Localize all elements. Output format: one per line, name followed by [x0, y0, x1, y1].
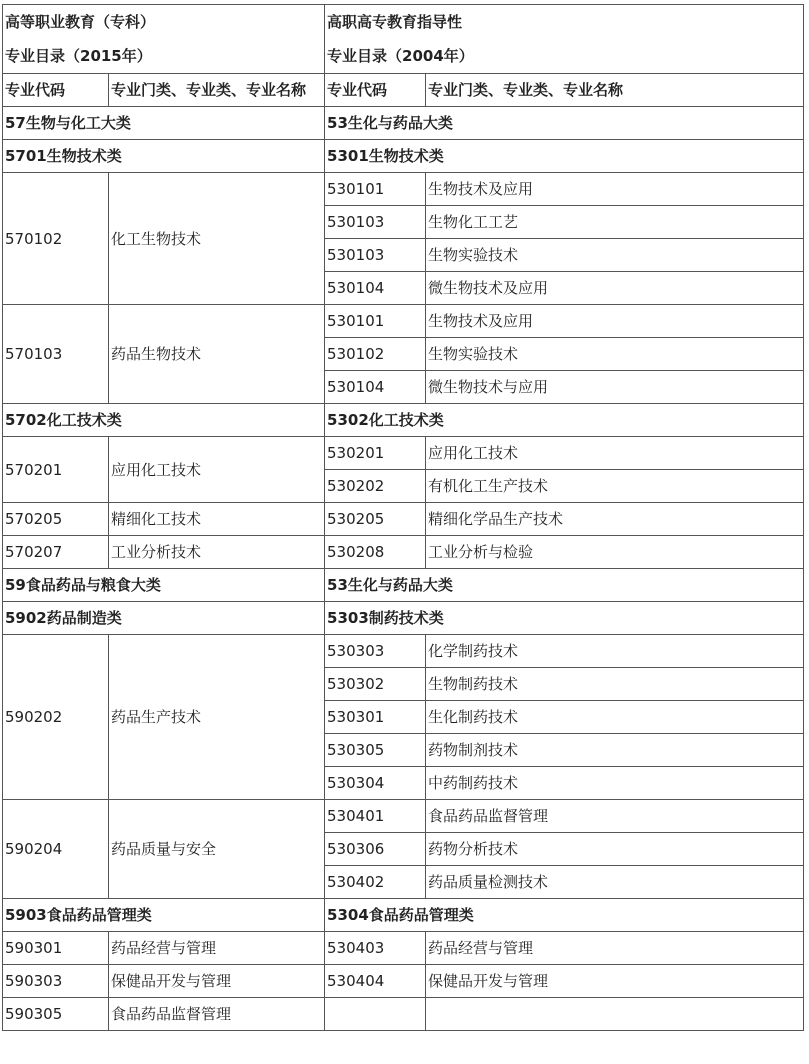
right-code: 530403 — [325, 932, 426, 965]
title-left-line1: 高等职业教育（专科） — [5, 13, 156, 31]
right-code: 530304 — [325, 767, 426, 800]
category-left: 5702化工技术类 — [3, 404, 325, 437]
right-name: 药品质量检测技术 — [426, 866, 804, 899]
left-code: 570102 — [3, 173, 109, 305]
left-name: 应用化工技术 — [109, 437, 325, 503]
table-row — [3, 800, 804, 833]
right-code: 530101 — [325, 305, 426, 338]
left-name: 药品经营与管理 — [109, 932, 325, 965]
table-row — [3, 998, 804, 1031]
table-row — [3, 635, 804, 668]
left-code: 590305 — [3, 998, 109, 1031]
right-name: 化学制药技术 — [426, 635, 804, 668]
left-name: 药品生物技术 — [109, 305, 325, 404]
right-name: 生物制药技术 — [426, 668, 804, 701]
title-right-line2: 专业目录（2004年） — [327, 47, 474, 65]
column-header: 专业代码 — [325, 74, 426, 107]
right-code: 530208 — [325, 536, 426, 569]
right-code: 530104 — [325, 272, 426, 305]
right-code: 530103 — [325, 206, 426, 239]
right-name: 药品经营与管理 — [426, 932, 804, 965]
title-left-line2: 专业目录（2015年） — [5, 47, 152, 65]
category-left: 5701生物技术类 — [3, 140, 325, 173]
left-code: 590301 — [3, 932, 109, 965]
category-row — [3, 602, 804, 635]
table-row — [3, 536, 804, 569]
table-row — [3, 173, 804, 206]
right-code: 530404 — [325, 965, 426, 998]
right-code: 530202 — [325, 470, 426, 503]
left-code: 590303 — [3, 965, 109, 998]
right-name: 生物实验技术 — [426, 239, 804, 272]
title-left-cell — [3, 5, 325, 74]
table-row — [3, 932, 804, 965]
table-row — [3, 437, 804, 470]
right-name: 精细化学品生产技术 — [426, 503, 804, 536]
column-header: 专业门类、专业类、专业名称 — [426, 74, 804, 107]
right-name: 应用化工技术 — [426, 437, 804, 470]
category-right: 5302化工技术类 — [325, 404, 804, 437]
table-row — [3, 305, 804, 338]
right-name: 食品药品监督管理 — [426, 800, 804, 833]
group-row — [3, 107, 804, 140]
left-name: 精细化工技术 — [109, 503, 325, 536]
major-catalog-table — [2, 4, 804, 1031]
group-left: 59食品药品与粮食大类 — [3, 569, 325, 602]
right-name: 生物技术及应用 — [426, 305, 804, 338]
title-right-cell — [325, 5, 804, 74]
right-name: 工业分析与检验 — [426, 536, 804, 569]
right-code: 530103 — [325, 239, 426, 272]
left-code: 570205 — [3, 503, 109, 536]
right-code: 530306 — [325, 833, 426, 866]
table-row — [3, 503, 804, 536]
left-name: 药品生产技术 — [109, 635, 325, 800]
right-name: 有机化工生产技术 — [426, 470, 804, 503]
right-code: 530402 — [325, 866, 426, 899]
left-name: 药品质量与安全 — [109, 800, 325, 899]
category-row — [3, 140, 804, 173]
right-name: 微生物技术及应用 — [426, 272, 804, 305]
group-left: 57生物与化工大类 — [3, 107, 325, 140]
group-right: 53生化与药品大类 — [325, 107, 804, 140]
right-code: 530301 — [325, 701, 426, 734]
right-name — [426, 998, 804, 1031]
right-name: 药物制剂技术 — [426, 734, 804, 767]
left-code: 590204 — [3, 800, 109, 899]
group-row — [3, 569, 804, 602]
left-code: 590202 — [3, 635, 109, 800]
category-right: 5303制药技术类 — [325, 602, 804, 635]
left-code: 570207 — [3, 536, 109, 569]
category-right: 5304食品药品管理类 — [325, 899, 804, 932]
column-header-row — [3, 74, 804, 107]
right-code: 530305 — [325, 734, 426, 767]
right-name: 生化制药技术 — [426, 701, 804, 734]
group-right: 53生化与药品大类 — [325, 569, 804, 602]
left-code: 570201 — [3, 437, 109, 503]
right-name: 药物分析技术 — [426, 833, 804, 866]
table-title-row — [3, 5, 804, 74]
left-name: 化工生物技术 — [109, 173, 325, 305]
table-row — [3, 965, 804, 998]
left-name: 食品药品监督管理 — [109, 998, 325, 1031]
right-code: 530401 — [325, 800, 426, 833]
right-code — [325, 998, 426, 1031]
category-row — [3, 899, 804, 932]
right-name: 微生物技术与应用 — [426, 371, 804, 404]
right-code: 530205 — [325, 503, 426, 536]
right-name: 保健品开发与管理 — [426, 965, 804, 998]
column-header: 专业代码 — [3, 74, 109, 107]
left-name: 保健品开发与管理 — [109, 965, 325, 998]
right-code: 530101 — [325, 173, 426, 206]
right-code: 530303 — [325, 635, 426, 668]
right-name: 中药制药技术 — [426, 767, 804, 800]
right-name: 生物化工工艺 — [426, 206, 804, 239]
right-code: 530102 — [325, 338, 426, 371]
category-left: 5902药品制造类 — [3, 602, 325, 635]
right-code: 530104 — [325, 371, 426, 404]
left-name: 工业分析技术 — [109, 536, 325, 569]
right-name: 生物实验技术 — [426, 338, 804, 371]
category-left: 5903食品药品管理类 — [3, 899, 325, 932]
right-code: 530302 — [325, 668, 426, 701]
category-row — [3, 404, 804, 437]
title-right-line1: 高职高专教育指导性 — [327, 13, 463, 31]
right-name: 生物技术及应用 — [426, 173, 804, 206]
right-code: 530201 — [325, 437, 426, 470]
category-right: 5301生物技术类 — [325, 140, 804, 173]
column-header: 专业门类、专业类、专业名称 — [109, 74, 325, 107]
left-code: 570103 — [3, 305, 109, 404]
